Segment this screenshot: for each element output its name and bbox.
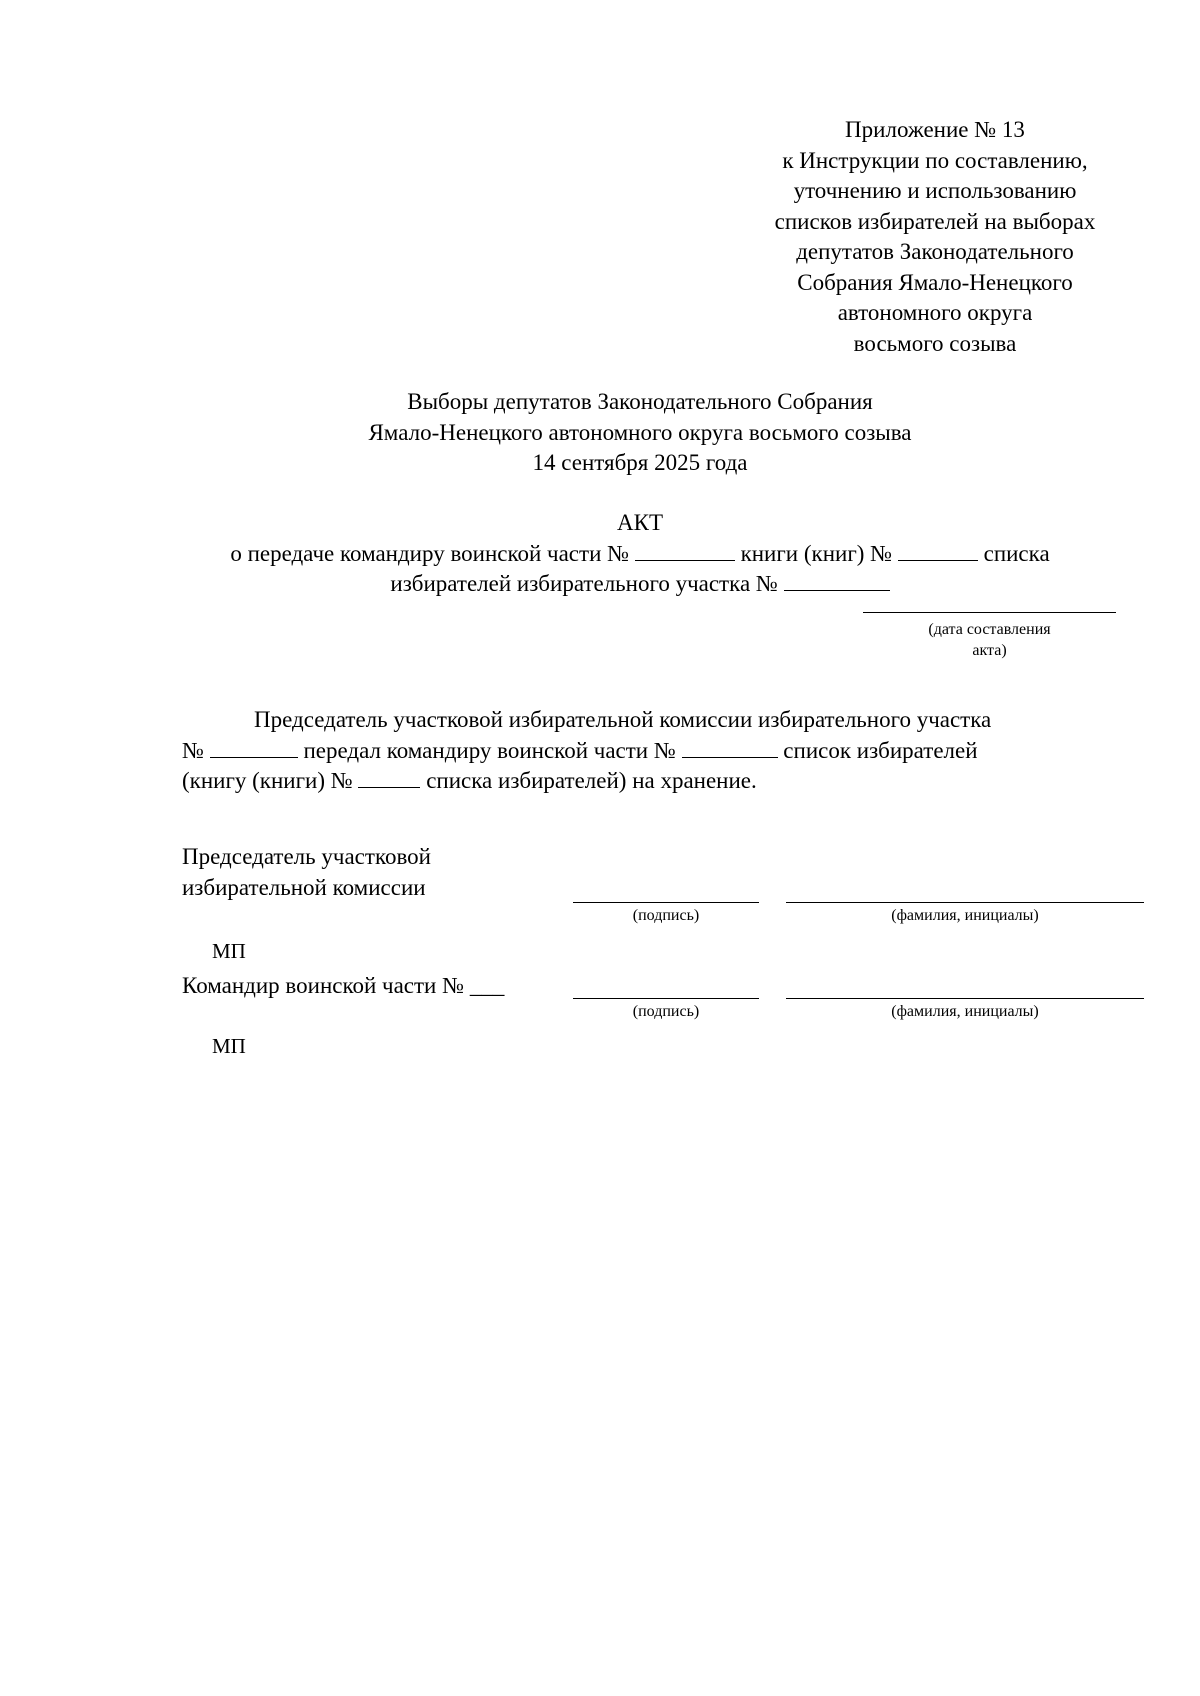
act-body-paragraph — [182, 705, 1112, 797]
body-text: списка избирателей) на хранение. — [426, 768, 757, 793]
chair-stamp-mark: МП — [212, 939, 246, 963]
body-line-2 — [182, 736, 1112, 767]
chair-name-line — [786, 902, 1144, 903]
election-date: 14 сентября 2025 года — [532, 450, 748, 475]
commander-name-caption: (фамилия, инициалы) — [891, 1003, 1039, 1020]
appendix-line: Приложение № 13 — [845, 117, 1025, 142]
act-title — [180, 508, 1100, 600]
chair-signature-caption: (подпись) — [632, 907, 700, 924]
military-unit-number-blank — [682, 737, 778, 758]
act-text: книги (книг) № — [740, 540, 893, 566]
chair-signature-line — [573, 902, 759, 903]
commander-signature-label — [182, 971, 504, 1002]
act-subtitle-line-1 — [180, 539, 1100, 570]
date-blank-line — [863, 612, 1116, 613]
appendix-line: Собрания Ямало-Ненецкого — [797, 269, 1073, 295]
act-subtitle-line-2 — [180, 569, 1100, 600]
appendix-line: списков избирателей на выборах — [774, 208, 1096, 234]
book-number-blank — [898, 540, 978, 561]
chair-signature-label — [182, 842, 431, 903]
body-text: № — [182, 737, 204, 763]
date-caption-line: акта) — [972, 642, 1007, 659]
commander-unit-blank: ___ — [469, 973, 505, 998]
body-line-1: Председатель участковой избирательной комиссии избирательного участка — [254, 707, 992, 732]
commander-signature-caption: (подпись) — [632, 1003, 700, 1020]
appendix-line: уточнению и использованию — [793, 178, 1077, 203]
book-number-blank — [358, 767, 420, 788]
appendix-line: восьмого созыва — [853, 330, 1017, 356]
date-caption — [863, 619, 1116, 661]
appendix-line: депутатов Законодательного — [796, 239, 1074, 264]
commander-stamp-mark: МП — [212, 1034, 246, 1058]
chair-name-caption: (фамилия, инициалы) — [891, 907, 1039, 924]
commander-label-text: Командир воинской части № — [182, 973, 465, 998]
body-text: список избирателей — [783, 737, 978, 763]
election-title — [180, 387, 1100, 479]
commander-signature-line — [573, 998, 759, 999]
appendix-line: к Инструкции по составлению, — [782, 147, 1088, 173]
election-line: Ямало-Ненецкого автономного округа восьмого созыва — [368, 419, 912, 445]
commander-name-line — [786, 998, 1144, 999]
military-unit-number-blank — [635, 540, 735, 561]
precinct-number-blank — [784, 570, 890, 591]
act-text: списка — [983, 540, 1050, 566]
act-text: избирателей избирательного участка № — [390, 571, 778, 596]
act-text: о передаче командиру воинской части № — [230, 540, 630, 566]
chair-label-line: избирательной комиссии — [182, 874, 426, 900]
election-line: Выборы депутатов Законодательного Собрания — [407, 389, 873, 414]
body-line-3 — [182, 766, 1112, 797]
act-heading: АКТ — [617, 510, 663, 535]
body-text: передал командиру воинской части № — [303, 737, 676, 763]
body-text: (книгу (книги) № — [182, 768, 353, 793]
appendix-header — [740, 115, 1130, 359]
precinct-number-blank — [210, 737, 298, 758]
appendix-line: автономного округа — [837, 300, 1033, 325]
date-field — [863, 612, 1116, 661]
chair-label-line: Председатель участковой — [182, 844, 431, 869]
date-caption-line: (дата составления — [928, 621, 1051, 638]
